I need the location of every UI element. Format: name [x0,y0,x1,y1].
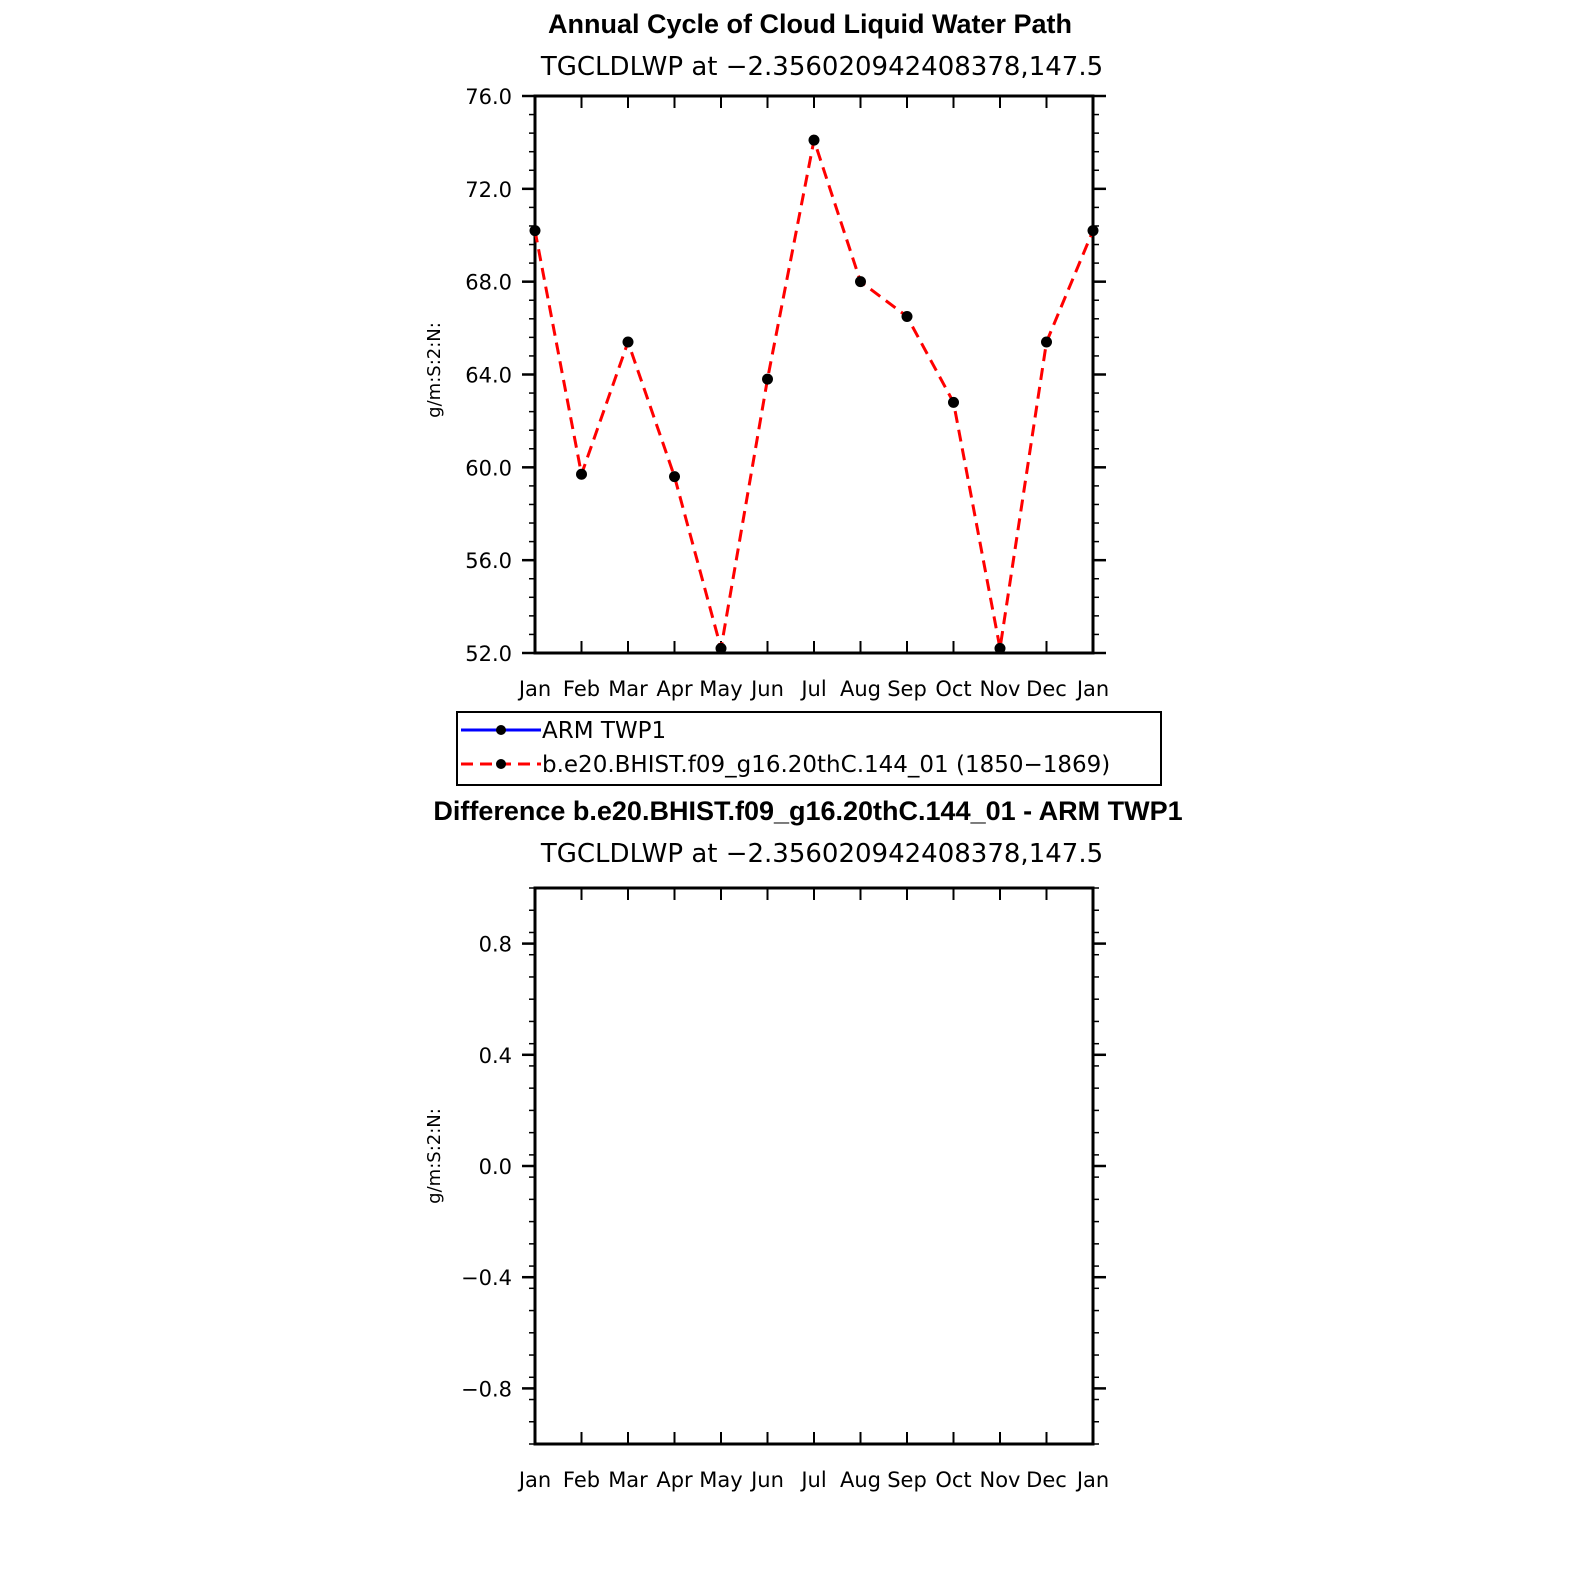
plot-frame [535,888,1093,1444]
x-tick-label: Jun [751,1468,784,1492]
chart2-y-axis-label: g/m:S:2:N: [424,1108,445,1204]
chart1-axes [465,85,1109,701]
data-point [995,643,1006,654]
y-tick-label: 68.0 [465,270,512,295]
y-tick-label: 0.8 [478,932,512,957]
x-tick-label: Oct [935,1468,972,1492]
y-tick-label: 60.0 [465,456,512,481]
x-tick-label: Jun [751,677,784,701]
y-tick-label: 0.4 [478,1043,512,1068]
legend-label-model: b.e20.BHIST.f09_g16.20thC.144_01 (1850−1869) [542,752,1111,778]
y-tick-label: 0.0 [478,1155,512,1179]
x-tick-label: Jan [518,677,552,701]
x-tick-label: Apr [656,677,693,701]
legend-marker-arm [496,725,506,735]
data-point [762,374,773,385]
series-line [535,140,1093,648]
data-point [530,225,541,236]
data-point [855,276,866,287]
chart2-axes [461,888,1109,1492]
x-tick-label: Feb [562,677,601,701]
data-point [1088,225,1099,236]
data-point [669,471,680,482]
y-tick-label: 76.0 [465,85,512,109]
x-tick-label: Feb [562,1468,601,1492]
x-tick-label: Nov [979,1468,1021,1492]
data-point [716,643,727,654]
x-tick-label: Oct [935,677,972,701]
data-point [576,469,587,480]
legend-label-arm: ARM TWP1 [542,718,667,744]
x-tick-label: Jul [801,677,827,701]
x-tick-label: Sep [887,1468,927,1492]
x-tick-label: Jan [518,1468,552,1492]
x-tick-label: Dec [1026,1468,1067,1492]
chart1-y-axis-label: g/m:S:2:N: [424,322,445,418]
chart1-title: Annual Cycle of Cloud Liquid Water Path [547,9,1073,39]
y-tick-label: −0.4 [461,1266,512,1291]
x-tick-label: Apr [656,1468,693,1492]
chart2-title: Difference b.e20.BHIST.f09_g16.20thC.144_01 - ARM TWP1 [433,796,1183,826]
x-tick-label: Aug [839,677,882,701]
data-point [948,397,959,408]
y-tick-label: 72.0 [465,177,512,202]
data-point [809,135,820,146]
plot-frame [535,96,1093,653]
legend [457,712,1161,785]
x-tick-label: May [699,1468,743,1492]
y-tick-label: −0.8 [461,1377,512,1402]
x-tick-label: Nov [979,677,1021,701]
x-tick-label: Jan [1076,677,1110,701]
legend-marker-model [496,759,506,769]
data-point [623,337,634,348]
y-tick-label: 52.0 [465,642,512,666]
x-tick-label: Dec [1026,677,1067,701]
x-tick-label: Mar [608,1468,648,1492]
x-tick-label: May [699,677,743,701]
y-tick-label: 64.0 [465,363,512,388]
data-point [1041,337,1052,348]
x-tick-label: Jul [801,1468,827,1492]
x-tick-label: Mar [608,677,648,701]
x-tick-label: Sep [887,677,927,701]
chart2-subtitle: TGCLDLWP at −2.356020942408378,147.5 [540,839,1104,869]
x-tick-label: Jan [1076,1468,1110,1492]
chart1-subtitle: TGCLDLWP at −2.356020942408378,147.5 [540,52,1104,82]
y-tick-label: 56.0 [465,549,512,574]
data-point [902,311,913,322]
x-tick-label: Aug [839,1468,882,1492]
